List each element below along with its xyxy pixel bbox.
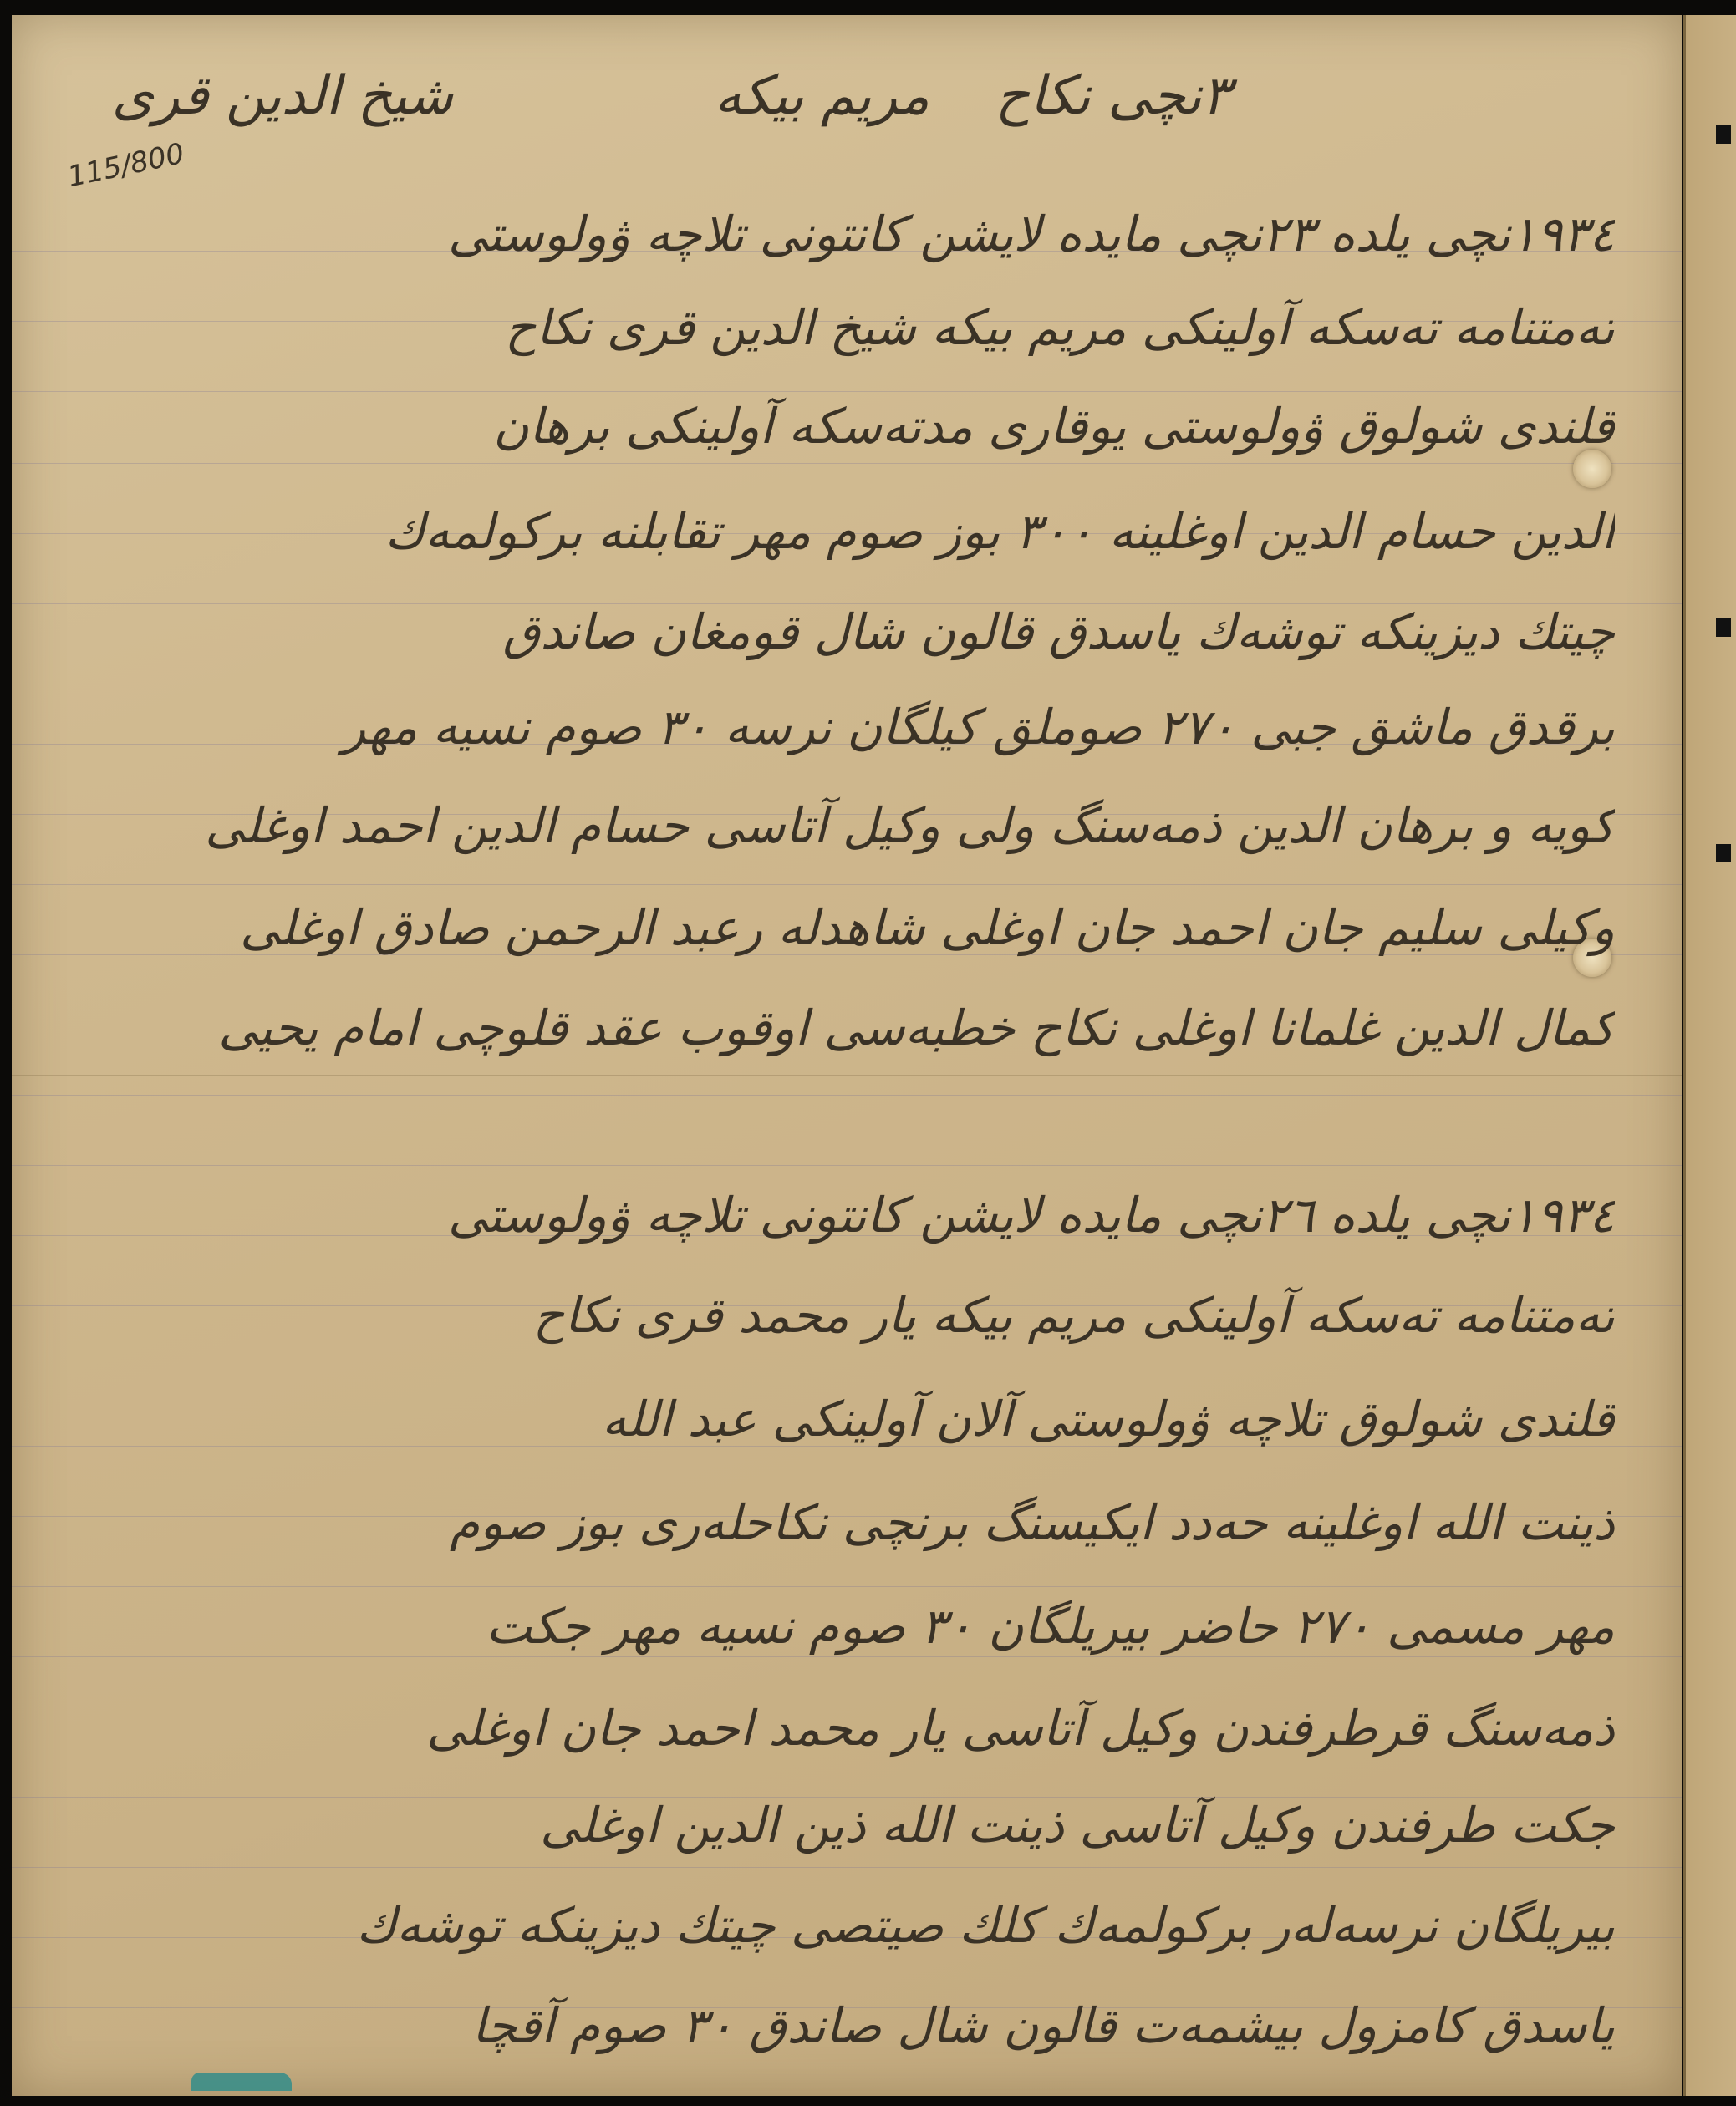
entry1-line-7: كويە و برهان الدين ذمەسنگ ولى وكيل آتاسى حسام الدين احمد اوغلى <box>205 797 1615 854</box>
groom-name: شيخ الدين قرى <box>111 65 453 127</box>
ink-stain <box>191 2073 292 2091</box>
entry2-line-6: ذمەسنگ قرطرفندن وكيل آتاسى يار محمد احمد جان اوغلى <box>426 1700 1615 1757</box>
entry2-line-4: ذينت الله اوغلينە حەدد ايكيسنگ برنچی نكاحلەرى بوز صوم <box>449 1494 1615 1551</box>
entry1-line-6: برقدق ماشق جبى ٢٧٠ صوملق كيلگان نرسە ٣٠ صوم نسيه مهر <box>342 699 1615 755</box>
entry2-line-3: قلندى شولوق تلاچه ۋولوستی آلان آولينكی عبد الله <box>602 1391 1615 1447</box>
entry2-line-7: جكت طرفندن وكيل آتاسى ذينت الله ذين الدين اوغلى <box>540 1797 1615 1854</box>
entry1-line-5: چيتك ديزينكە توشەك ياسدق قالون شال قومغان صاندق <box>502 603 1615 660</box>
entry2-line-9: ياسدق كامزول بيشمەت قالون شال صاندق ٣٠ صوم آقچا <box>471 1997 1615 2054</box>
entry2-line-5: مهر مسمى ٢٧٠ حاضر بيريلگان ٣٠ صوم نسيه مهر جكت <box>486 1598 1615 1655</box>
page-title: ٣نچی نكاح <box>995 65 1230 127</box>
entry1-line-9: كمال الدين غلمانا اوغلى نكاح خطبەسى اوقوب عقد قلوچى امام يحيى <box>218 1000 1615 1056</box>
notebook-page <box>12 15 1682 2096</box>
entry1-line-2: تەمتنامە تەسكە آولينكی مريم بيكە شيخ الدين قرى نكاح <box>505 299 1615 356</box>
entry2-line-2: تەمتنامە تەسكە آولينكی مريم بيكە يار محمد قرى نكاح <box>532 1287 1615 1344</box>
margin-note: 115/800 <box>64 136 187 195</box>
binder-mark <box>1716 844 1731 862</box>
entry-header <box>45 48 1581 149</box>
entry1-line-3: قلندى شولوق ۋولوستی يوقارى مدتەسكە آولينكی برهان <box>493 398 1615 455</box>
binder-mark <box>1716 125 1731 144</box>
entry2-line-8: بيريلگان نرسەلەر بركولمەك كلك صيتصى چيتك ديزينكە توشەك <box>356 1897 1615 1954</box>
binder-mark <box>1716 618 1731 637</box>
entry1-line-4: الدين حسام الدين اوغلينە ٣٠٠ بوز صوم مهر تقابلنە بركولمەك <box>384 503 1615 560</box>
entry1-line-1: ١٩٣٤نچی يلده ٢٣نچی مايده لايشن كانتونی تلاچه ۋولوستی <box>447 206 1615 262</box>
adjacent-page-edge <box>1683 15 1736 2096</box>
entry1-line-8: وكيلى سليم جان احمد جان اوغلى شاهدلە رعبد الرحمن صادق اوغلى <box>240 899 1615 956</box>
bride-name: مريم بيكه <box>714 65 929 127</box>
entry2-line-1: ١٩٣٤نچی يلده ٢٦نچی مايده لايشن كانتونی تلاچه ۋولوستی <box>447 1187 1615 1244</box>
